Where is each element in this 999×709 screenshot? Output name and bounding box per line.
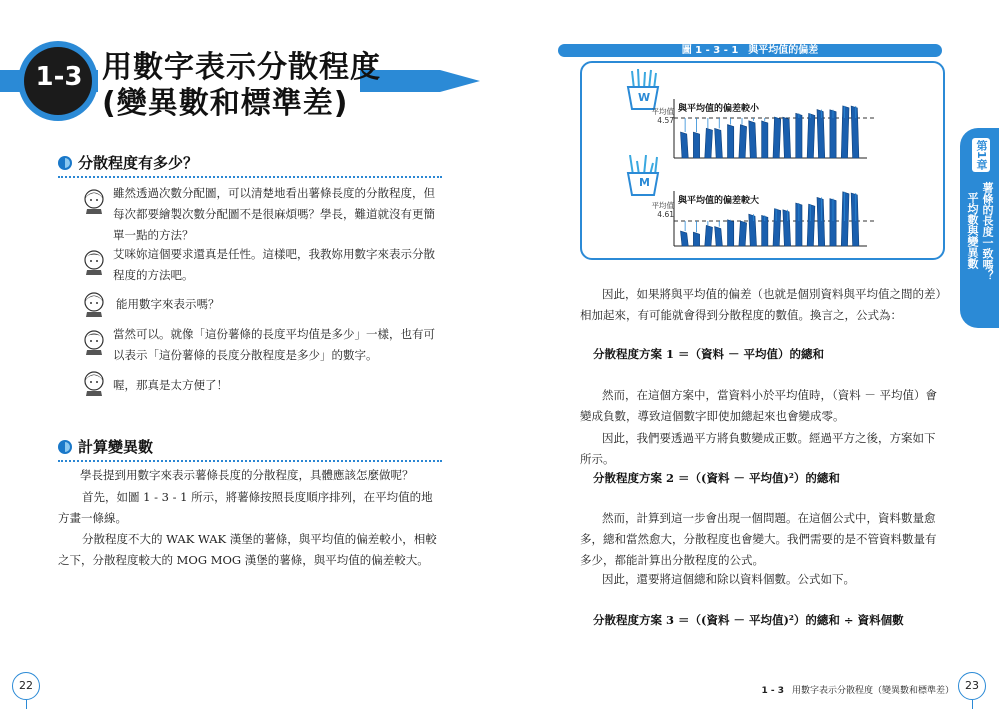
mean-value: 4.61 bbox=[657, 210, 674, 219]
fry-stick bbox=[749, 214, 757, 246]
running-footer bbox=[761, 683, 954, 696]
fry-stick bbox=[739, 125, 747, 158]
fry-stick bbox=[783, 117, 791, 158]
chapter-title-line1: 薯條的長度一致嗎？ bbox=[981, 182, 994, 281]
fry-stick bbox=[817, 197, 825, 246]
fry-stick bbox=[773, 117, 781, 158]
bullet-icon bbox=[58, 156, 72, 170]
divider bbox=[58, 176, 442, 178]
fry-stick bbox=[841, 192, 849, 246]
fry-stick bbox=[762, 121, 768, 158]
paragraph: 首先，如圖 1 - 3 - 1 所示，將薯條按照長度順序排列，在平均值的地方畫一條線。 bbox=[58, 490, 433, 525]
teacher-avatar-icon bbox=[82, 328, 106, 356]
teacher-avatar-icon bbox=[82, 248, 106, 276]
fry-stick bbox=[728, 220, 734, 246]
page-number: 22 bbox=[12, 672, 40, 700]
fry-stick bbox=[796, 113, 802, 158]
paragraph: 因此，如果將與平均值的偏差（也就是個別資料與平均值之間的差）相加起來，有可能就會得到分散程度的數值。換言之，公式為： bbox=[580, 287, 942, 322]
fry-stick bbox=[705, 128, 713, 158]
paragraph: 學長提到用數字來表示薯條長度的分散程度，具體應該怎麼做呢？ bbox=[80, 468, 414, 482]
brand-letter: W bbox=[638, 91, 651, 104]
deviation-large-label: 與平均值的偏差較大 bbox=[678, 196, 760, 206]
formula-2: 分散程度方案 2 ＝（(資料 － 平均值)²）的總和 bbox=[593, 471, 840, 485]
brand-letter: M bbox=[639, 176, 650, 189]
student-avatar-icon bbox=[82, 187, 106, 215]
fry-stick bbox=[807, 204, 815, 246]
fry-stick bbox=[693, 132, 699, 158]
fry-stick bbox=[715, 128, 723, 158]
mean-value: 4.57 bbox=[657, 116, 674, 125]
chapter-side-tab bbox=[960, 128, 999, 328]
page-marker-line bbox=[972, 700, 973, 709]
fry-stick bbox=[841, 106, 849, 158]
fry-stick bbox=[783, 210, 791, 246]
page-title: 用數字表示分散程度 bbox=[102, 50, 381, 85]
fry-stick bbox=[851, 106, 859, 158]
paragraph: 因此，還要將這個總和除以資料個數。公式如下。 bbox=[602, 572, 855, 586]
fries-deviation-illustration bbox=[582, 63, 943, 258]
footer-section: 1 - 3 bbox=[761, 686, 784, 696]
dialogue-line: 當然可以。就像「這份薯條的長度平均值是多少」一樣，也有可以表示「這份薯條的長度分散程度是多少」的數字。 bbox=[113, 327, 435, 362]
footer-title: 用數字表示分散程度（變異數和標準差） bbox=[791, 686, 954, 696]
section-heading-2 bbox=[58, 436, 153, 457]
mean-word: 平均值 bbox=[651, 201, 674, 210]
fry-stick bbox=[681, 231, 689, 246]
paragraph: 分散程度不大的 WAK WAK 漢堡的薯條，與平均值的偏差較小，相較之下，分散程度較大的 MOG MOG 漢堡的薯條，與平均值的偏差較大。 bbox=[58, 532, 437, 567]
section-number: 1-3 bbox=[35, 62, 83, 92]
section-heading-1 bbox=[58, 152, 198, 173]
fry-stick bbox=[705, 225, 713, 246]
fry-stick bbox=[749, 121, 757, 158]
student-avatar-icon bbox=[82, 369, 106, 397]
fry-stick bbox=[817, 110, 825, 158]
paragraph: 然而，在這個方案中，當資料小於平均值時，（資料 － 平均值）會變成負數，導致這個數字即使加總起來也會變成零。 bbox=[580, 388, 938, 423]
mean-word: 平均值 bbox=[651, 107, 674, 116]
fry-stick bbox=[728, 125, 734, 158]
dialogue-line: 雖然透過次數分配圖，可以清楚地看出薯條長度的分散程度，但每次都要繪製次數分配圖不是很麻煩嗎？學長，難道就沒有更簡單一點的方法？ bbox=[113, 186, 435, 242]
paragraph: 然而，計算到這一步會出現一個問題。在這個公式中，資料數量愈多，總和當然愈大，分散程度也會變大。我們需要的是不管資料數量有多少，都能計算出分散程度的公式。 bbox=[580, 511, 937, 567]
figure-box bbox=[580, 61, 945, 260]
fry-stick bbox=[681, 132, 689, 158]
student-avatar-icon bbox=[82, 290, 106, 318]
formula-3: 分散程度方案 3 ＝（(資料 － 平均值)²）的總和 ÷ 資料個數 bbox=[593, 613, 904, 627]
page-subtitle: (變異數和標準差) bbox=[102, 86, 349, 121]
chapter-label: 第1章 bbox=[972, 138, 990, 172]
formula-1: 分散程度方案 1 ＝（資料 － 平均值）的總和 bbox=[593, 347, 825, 361]
fry-stick bbox=[693, 232, 699, 246]
dialogue-line: 艾咪妳這個要求還真是任性。這樣吧，我教妳用數字來表示分散程度的方法吧。 bbox=[113, 247, 435, 282]
fry-stick bbox=[851, 193, 859, 246]
fry-stick bbox=[773, 209, 781, 246]
divider bbox=[58, 460, 442, 462]
paragraph: 因此，我們要透過平方將負數變成正數。經過平方之後，方案如下所示。 bbox=[580, 431, 936, 466]
fry-stick bbox=[807, 113, 815, 158]
chapter-title-line2: 平均數與變異數 bbox=[966, 192, 979, 269]
figure-caption: 圖 1 - 3 - 1 與平均值的偏差 bbox=[681, 45, 819, 56]
dialogue-line: 喔，那真是太方便了！ bbox=[113, 378, 228, 392]
page-number: 23 bbox=[958, 672, 986, 700]
fry-stick bbox=[715, 227, 723, 246]
fry-stick bbox=[739, 221, 747, 246]
figure-caption-bar bbox=[558, 44, 942, 57]
page-marker-line bbox=[26, 700, 27, 709]
bullet-icon bbox=[58, 440, 72, 454]
section-heading-text: 分散程度有多少？ bbox=[78, 154, 199, 172]
dialogue-line: 能用數字來表示嗎？ bbox=[116, 297, 220, 311]
deviation-small-label: 與平均值的偏差較小 bbox=[678, 104, 760, 114]
section-heading-text: 計算變異數 bbox=[78, 438, 154, 456]
